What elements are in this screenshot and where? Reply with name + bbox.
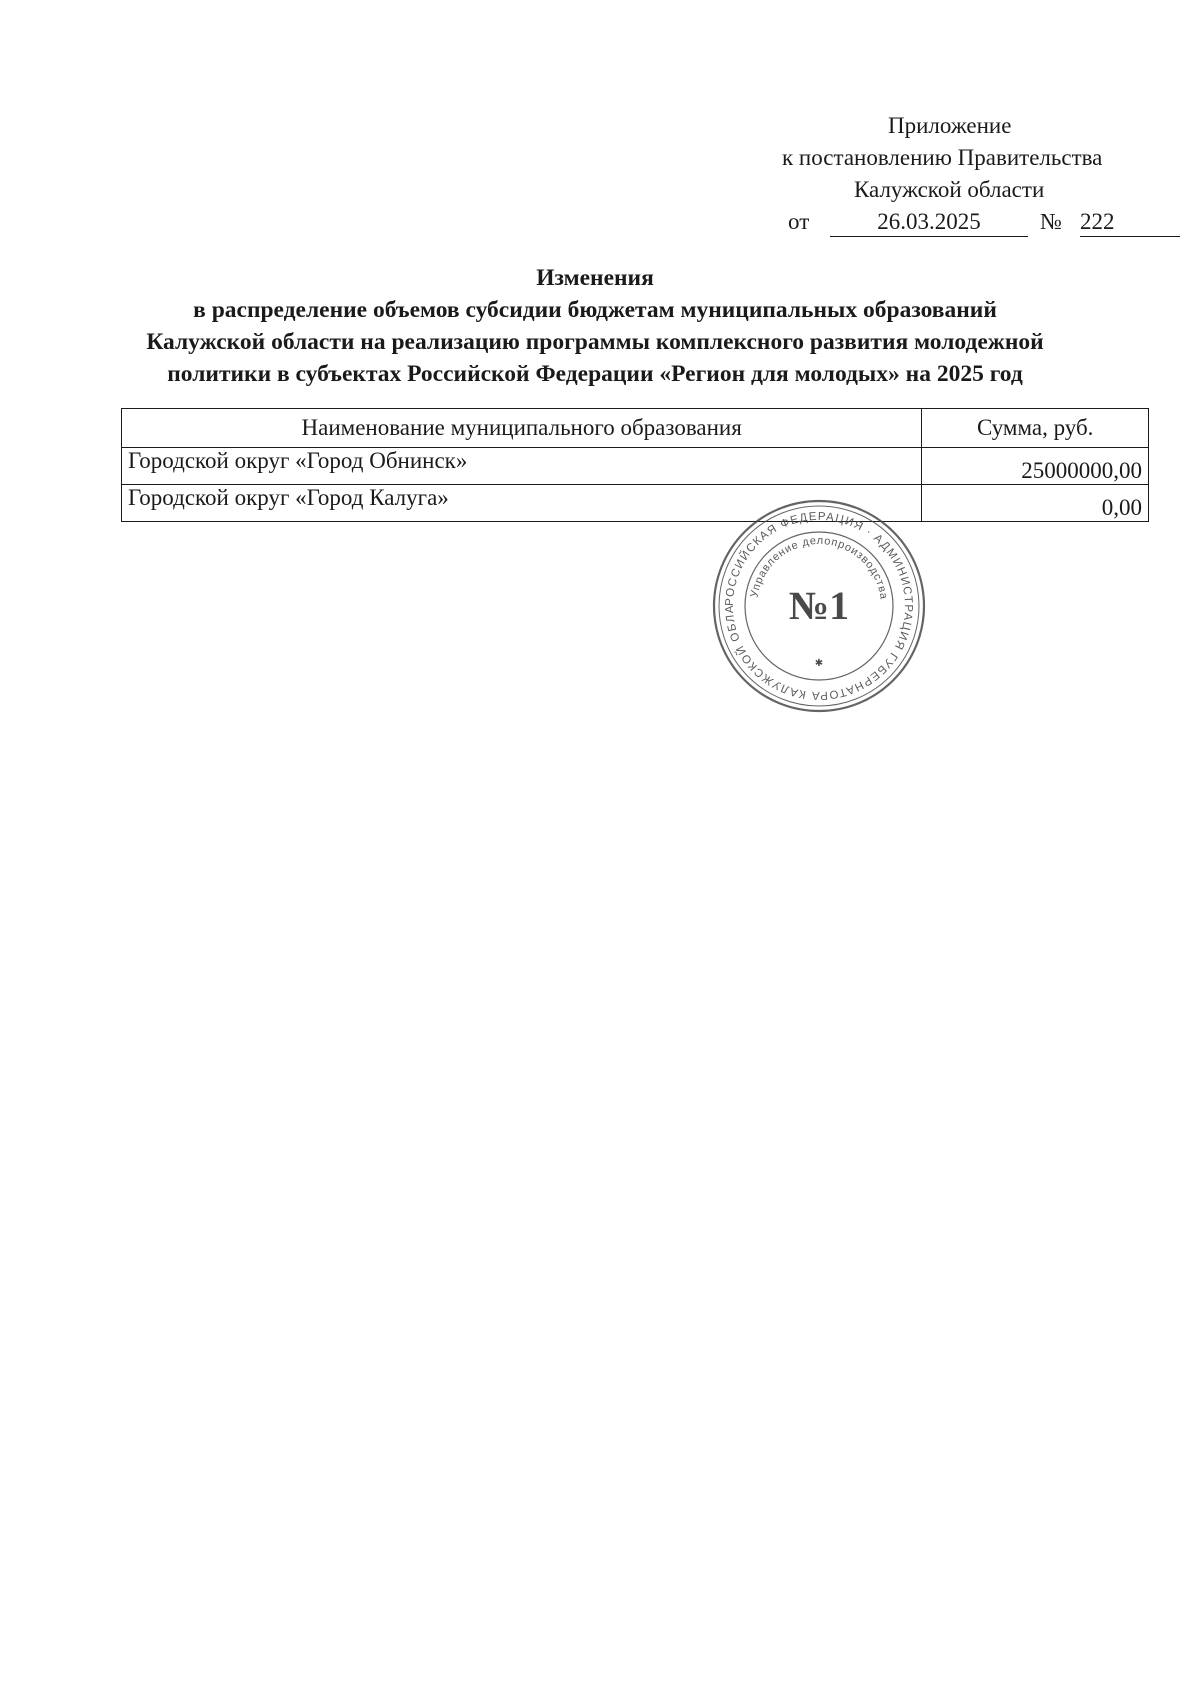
row-name: Городской округ «Город Калуга»	[122, 485, 922, 522]
subsidy-table	[121, 408, 1149, 522]
appendix-region-line: Калужской области	[854, 177, 1045, 202]
number-label: №	[1040, 209, 1062, 234]
seal-graphic	[708, 495, 930, 717]
table-row	[122, 448, 1149, 485]
appendix-date-number-line	[788, 208, 1180, 238]
date-value: 26.03.2025	[830, 208, 1028, 237]
row-sum: 25000000,00	[922, 448, 1149, 485]
official-seal-stamp	[708, 495, 930, 717]
row-sum: 0,00	[922, 485, 1149, 522]
document-title	[110, 262, 1080, 390]
number-value: 222	[1080, 208, 1180, 237]
seal-star-icon: ✱	[814, 658, 824, 669]
seal-outer-text: РОССИЙСКАЯ ФЕДЕРАЦИЯ · АДМИНИСТРАЦИЯ ГУБЕРНАТОРА КАЛУЖСКОЙ ОБЛА	[723, 510, 915, 702]
title-line-3: Калужской области на реализацию программы комплексного развития молодежной	[146, 329, 1044, 355]
table-header-row	[122, 409, 1149, 448]
seal-number: №1	[788, 583, 850, 628]
header-name: Наименование муниципального образования	[122, 409, 922, 448]
title-heading: Изменения	[536, 265, 654, 291]
appendix-resolution-line: к постановлению Правительства	[782, 145, 1103, 170]
row-name: Городской округ «Город Обнинск»	[122, 448, 922, 485]
appendix-title: Приложение	[888, 113, 1012, 138]
table-row	[122, 485, 1149, 522]
title-line-2: в распределение объемов субсидии бюджетам муниципальных образований	[193, 297, 997, 323]
date-label: от	[788, 209, 810, 234]
seal-inner-text: Управление делопроизводства	[748, 534, 890, 601]
header-sum: Сумма, руб.	[922, 409, 1149, 448]
title-line-4: политики в субъектах Российской Федерации «Регион для молодых» на 2025 год	[167, 361, 1023, 387]
